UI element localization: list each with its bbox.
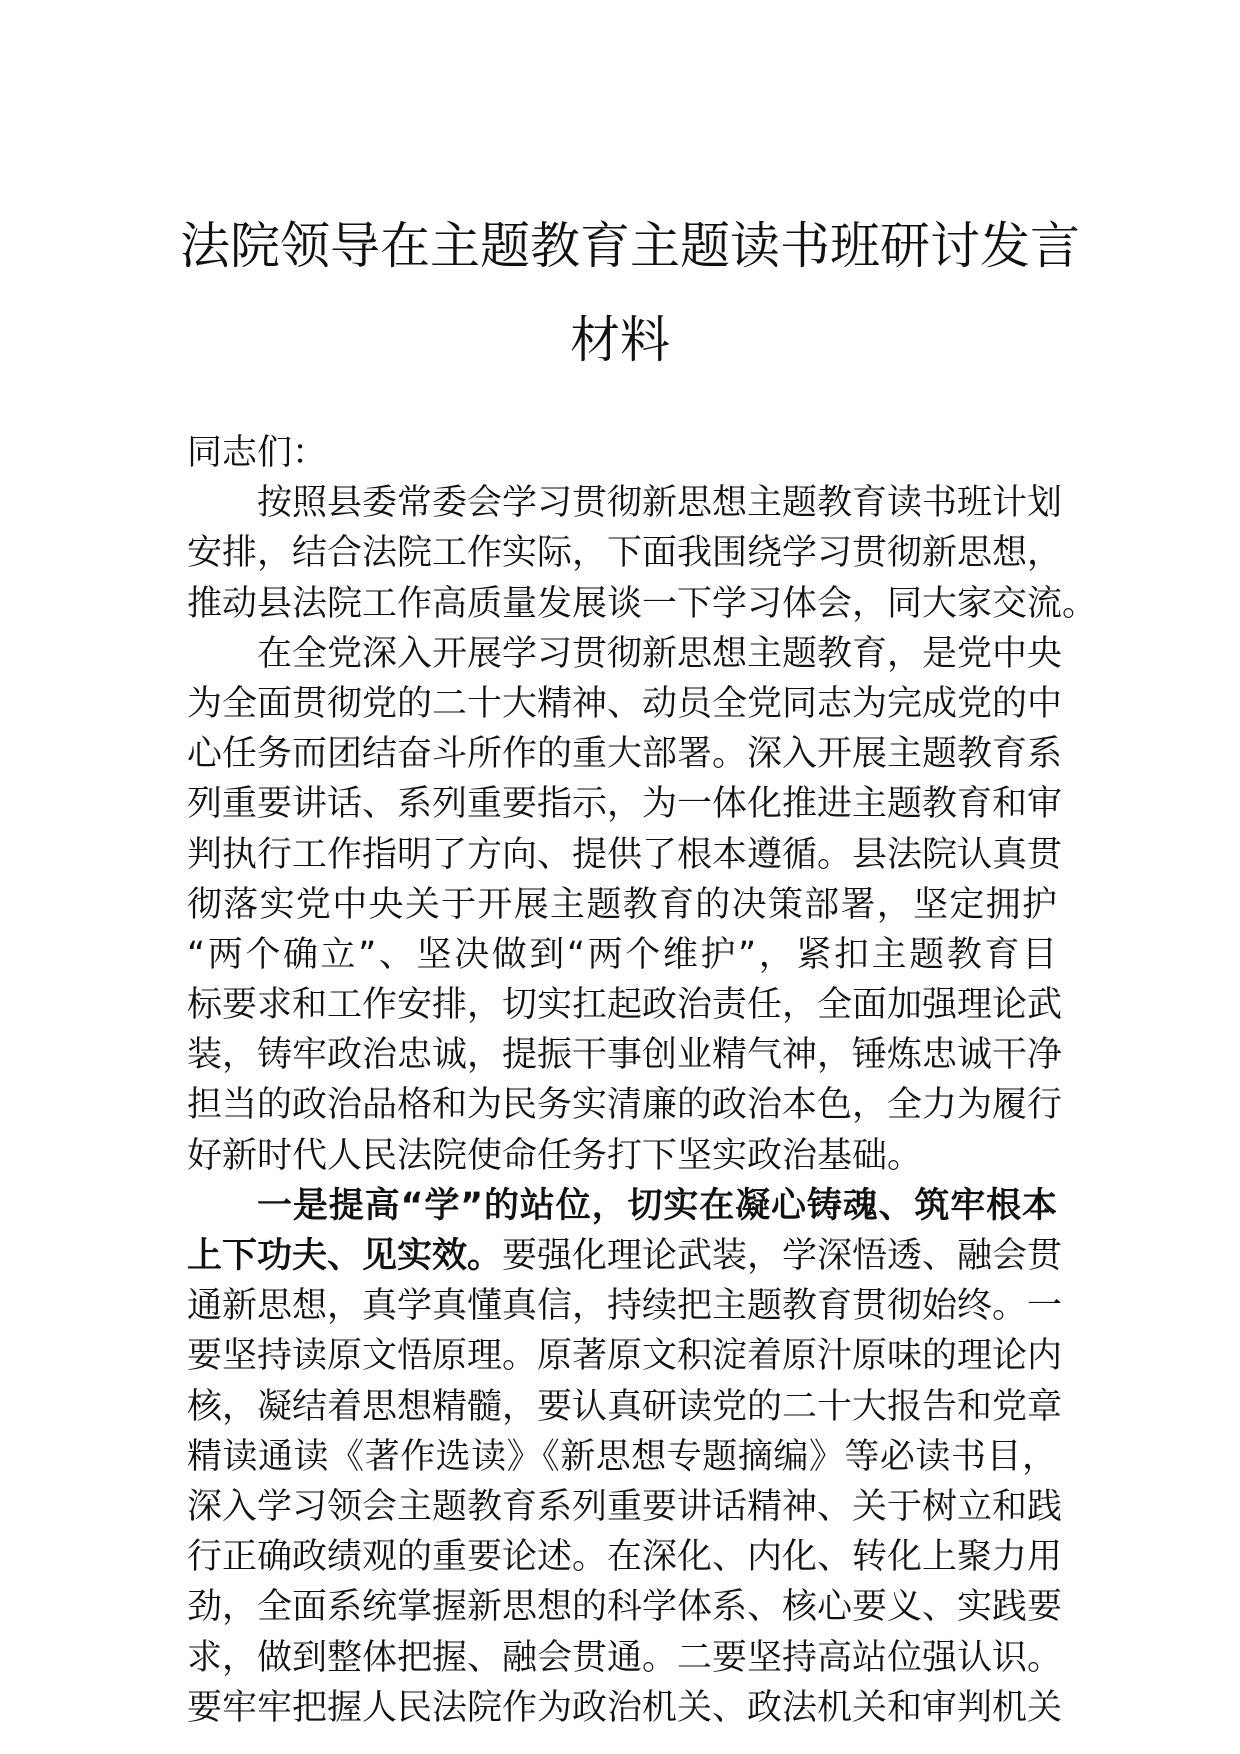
paragraph-line: 心任务而团结奋斗所作的重大部署。深入开展主题教育系 (187, 734, 1063, 775)
paragraph-line: 推动县法院工作高质量发展谈一下学习体会，同大家交流。 (187, 583, 1098, 624)
document-body (187, 428, 1098, 1733)
paragraph-line: 精读通读《著作选读》《新思想专题摘编》等必读书目， (187, 1436, 1057, 1477)
paragraph-line: 要坚持读原文悟原理。原著原文积淀着原汁原味的理论内 (187, 1336, 1063, 1377)
document-title-line-2: 材料 (570, 311, 670, 369)
paragraph-2 (187, 629, 1063, 1181)
paragraph-line: 判执行工作指明了方向、提供了根本遵循。县法院认真贯 (187, 834, 1063, 875)
paragraph-heading-bold: 一是提高“学”的站位，切实在凝心铸魂、筑牢根本 (257, 1185, 1057, 1226)
paragraph-line: 要牢牢把握人民法院作为政治机关、政法机关和审判机关 (187, 1687, 1063, 1728)
paragraph-line: 彻落实党中央关于开展主题教育的决策部署，坚定拥护 (187, 884, 1057, 925)
paragraph-line: 担当的政治品格和为民务实清廉的政治本色，全力为履行 (187, 1085, 1063, 1126)
paragraph-line: 求，做到整体把握、融会贯通。二要坚持高站位强认识。 (187, 1637, 1063, 1678)
paragraph-3 (187, 1181, 1063, 1733)
paragraph-line: 标要求和工作安排，切实扛起政治责任，全面加强理论武 (187, 985, 1063, 1026)
paragraph-line: 行正确政绩观的重要论述。在深化、内化、转化上聚力用 (187, 1537, 1063, 1578)
paragraph-line: 劲，全面系统掌握新思想的科学体系、核心要义、实践要 (187, 1587, 1063, 1628)
paragraph-line: 装，铸牢政治忠诚，提振干事创业精气神，锤炼忠诚干净 (187, 1035, 1063, 1076)
paragraph-line: 按照县委常委会学习贯彻新思想主题教育读书班计划 (257, 483, 1063, 524)
paragraph-line: 在全党深入开展学习贯彻新思想主题教育，是党中央 (257, 633, 1063, 674)
paragraph-line: 通新思想，真学真懂真信，持续把主题教育贯彻始终。一 (187, 1286, 1063, 1327)
paragraph-line: 深入学习领会主题教育系列重要讲话精神、关于树立和践 (187, 1486, 1063, 1527)
paragraph-line: 核，凝结着思想精髓，要认真研读党的二十大报告和党章 (187, 1386, 1063, 1427)
paragraph-line (187, 1231, 1063, 1281)
document-title-line-1: 法院领导在主题教育主题读书班研讨发言 (180, 217, 1080, 275)
paragraph-1 (187, 478, 1098, 629)
paragraph-line: 列重要讲话、系列重要指示，为一体化推进主题教育和审 (187, 784, 1063, 825)
paragraph-heading-bold-end: 上下功夫、见实效。 (187, 1236, 503, 1276)
paragraph-line: “两个确立”、坚决做到“两个维护”，紧扣主题教育目 (187, 934, 1057, 975)
salutation: 同志们： (187, 433, 328, 473)
paragraph-line-rest: 要强化理论武装，学深悟透、融会贯 (502, 1236, 1063, 1276)
paragraph-line: 为全面贯彻党的二十大精神、动员全党同志为完成党的中 (187, 683, 1063, 724)
paragraph-line: 安排，结合法院工作实际，下面我围绕学习贯彻新思想， (187, 533, 1063, 574)
paragraph-line: 好新时代人民法院使命任务打下坚实政治基础。 (187, 1135, 923, 1176)
